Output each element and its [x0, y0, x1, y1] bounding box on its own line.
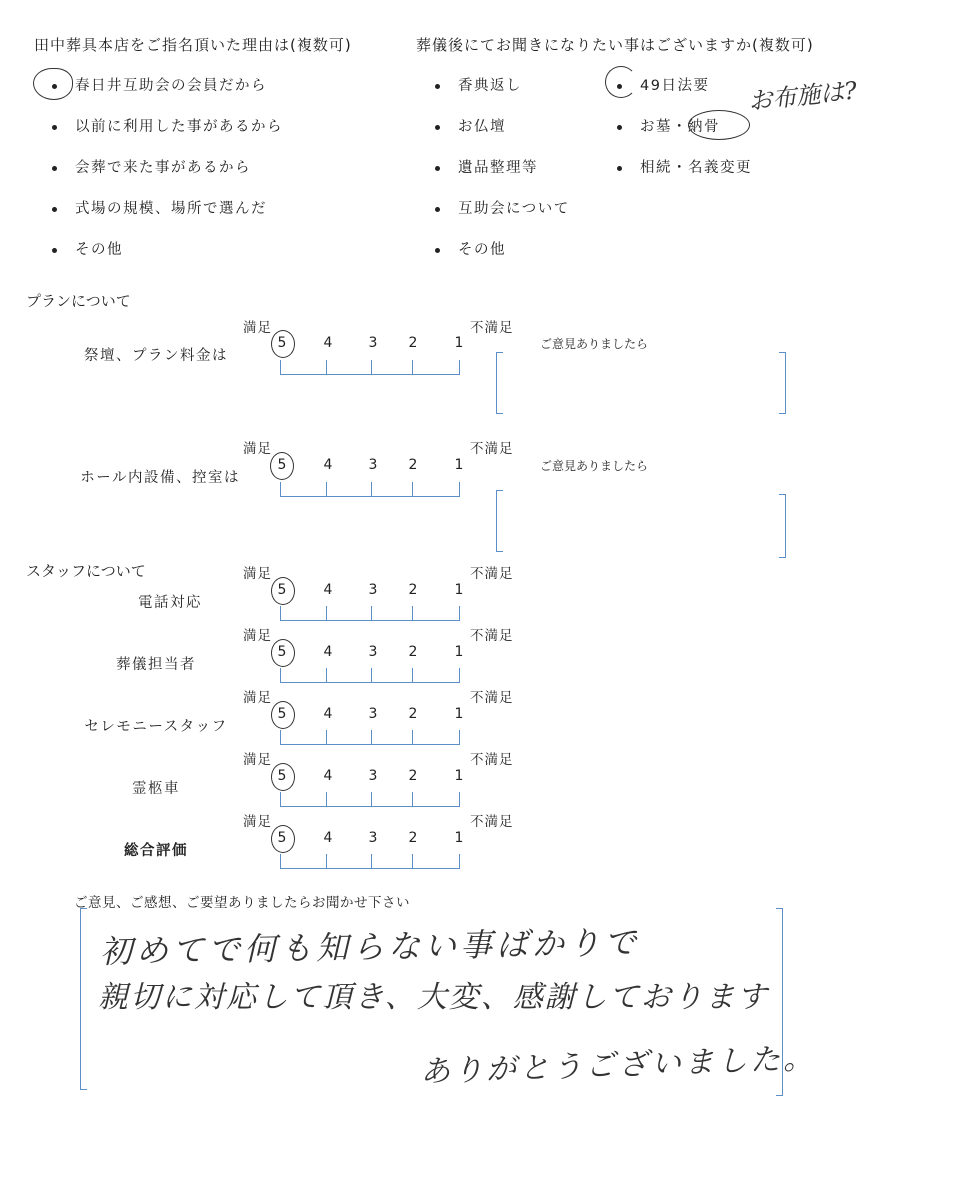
- scale-tick: [371, 854, 372, 868]
- comment-hint: ご意見ありましたら: [540, 459, 649, 473]
- scale-tick: [371, 730, 372, 744]
- bullet-icon: [435, 125, 440, 130]
- q1-option[interactable]: 以前に利用した事があるから: [52, 115, 283, 136]
- staff-item-label: 葬儀担当者: [116, 657, 196, 673]
- q2-option[interactable]: 相続・名義変更: [617, 156, 752, 177]
- scale-number[interactable]: 2: [408, 830, 418, 846]
- rating-circle: [271, 330, 295, 358]
- scale-line: [280, 868, 460, 869]
- scale-number[interactable]: 1: [454, 457, 464, 473]
- scale-number[interactable]: 3: [368, 768, 378, 784]
- selection-circle: [605, 66, 637, 98]
- scale-tick: [280, 606, 281, 620]
- scale-tick: [412, 360, 413, 374]
- rating-circle: [271, 639, 295, 667]
- scale-number[interactable]: 3: [368, 582, 378, 598]
- staff-item-label: セレモニースタッフ: [84, 719, 228, 735]
- scale-tick: [412, 482, 413, 496]
- scale-tick: [412, 606, 413, 620]
- scale-tick: [326, 668, 327, 682]
- plan-heading: プランについて: [26, 292, 131, 310]
- comment-hint: ご意見ありましたら: [540, 337, 649, 351]
- scale-number[interactable]: 4: [323, 582, 333, 598]
- scale-number[interactable]: 5: [277, 457, 287, 473]
- scale-number[interactable]: 4: [323, 335, 333, 351]
- scale-tick: [280, 792, 281, 806]
- q2-option[interactable]: 香典返し: [435, 74, 522, 95]
- scale-number[interactable]: 5: [277, 706, 287, 722]
- scale-line: [280, 682, 460, 683]
- scale-tick: [412, 730, 413, 744]
- scale-tick: [326, 730, 327, 744]
- rating-circle: [271, 577, 295, 605]
- satisfied-label: 満足: [243, 320, 272, 336]
- scale-number[interactable]: 3: [368, 706, 378, 722]
- scale-line: [280, 806, 460, 807]
- scale-tick: [412, 854, 413, 868]
- scale-tick: [371, 360, 372, 374]
- unsatisfied-label: 不満足: [470, 690, 514, 706]
- scale-tick: [459, 792, 460, 806]
- scale-number[interactable]: 5: [277, 830, 287, 846]
- scale-tick: [371, 606, 372, 620]
- scale-number[interactable]: 4: [323, 768, 333, 784]
- scale-tick: [459, 854, 460, 868]
- scale-number[interactable]: 1: [454, 582, 464, 598]
- scale-number[interactable]: 2: [408, 644, 418, 660]
- feedback-box-left[interactable]: [80, 908, 87, 1090]
- bullet-icon: [52, 166, 57, 171]
- scale-tick: [412, 668, 413, 682]
- scale-tick: [326, 792, 327, 806]
- scale-number[interactable]: 3: [368, 457, 378, 473]
- handwritten-note: お布施は?: [747, 76, 859, 116]
- scale-number[interactable]: 2: [408, 457, 418, 473]
- q2-option[interactable]: 互助会について: [435, 197, 570, 218]
- q1-option[interactable]: 会葬で来た事があるから: [52, 156, 251, 177]
- unsatisfied-label: 不満足: [470, 320, 514, 336]
- q2-option[interactable]: その他: [435, 238, 506, 259]
- scale-tick: [459, 668, 460, 682]
- scale-number[interactable]: 1: [454, 706, 464, 722]
- satisfied-label: 満足: [243, 566, 272, 582]
- bullet-icon: [52, 248, 57, 253]
- staff-item-label: 霊柩車: [132, 781, 180, 797]
- scale-number[interactable]: 5: [277, 768, 287, 784]
- scale-tick: [371, 482, 372, 496]
- bullet-icon: [435, 207, 440, 212]
- scale-number[interactable]: 2: [408, 335, 418, 351]
- q1-option[interactable]: その他: [52, 238, 123, 259]
- scale-number[interactable]: 2: [408, 706, 418, 722]
- satisfied-label: 満足: [243, 628, 272, 644]
- scale-tick: [326, 360, 327, 374]
- overall-rating-label: 総合評価: [124, 843, 188, 859]
- comment-box-left[interactable]: [496, 352, 503, 414]
- feedback-prompt: ご意見、ご感想、ご要望ありましたらお聞かせ下さい: [74, 895, 410, 911]
- q2-option[interactable]: お墓・納骨: [617, 115, 720, 136]
- scale-number[interactable]: 1: [454, 768, 464, 784]
- scale-number[interactable]: 3: [368, 644, 378, 660]
- bullet-icon: [617, 166, 622, 171]
- staff-heading: スタッフについて: [26, 562, 146, 580]
- satisfied-label: 満足: [243, 752, 272, 768]
- scale-number[interactable]: 3: [368, 335, 378, 351]
- scale-tick: [459, 606, 460, 620]
- scale-number[interactable]: 5: [277, 335, 287, 351]
- selection-circle: [688, 110, 750, 140]
- scale-number[interactable]: 1: [454, 644, 464, 660]
- bullet-icon: [617, 125, 622, 130]
- unsatisfied-label: 不満足: [470, 628, 514, 644]
- q2-option[interactable]: 遺品整理等: [435, 156, 538, 177]
- feedback-line: 親切に対応して頂き、大変、感謝しております: [98, 980, 769, 1015]
- unsatisfied-label: 不満足: [470, 752, 514, 768]
- rating-circle: [271, 701, 295, 729]
- scale-number[interactable]: 2: [408, 768, 418, 784]
- bullet-icon: [435, 248, 440, 253]
- scale-tick: [280, 360, 281, 374]
- bullet-icon: [52, 125, 57, 130]
- unsatisfied-label: 不満足: [470, 814, 514, 830]
- selection-circle: [33, 68, 73, 100]
- scale-number[interactable]: 1: [454, 335, 464, 351]
- q1-title: 田中葬具本店をご指名頂いた理由は(複数可): [34, 36, 352, 54]
- scale-line: [280, 374, 460, 375]
- scale-tick: [459, 482, 460, 496]
- rating-circle: [270, 452, 294, 480]
- feedback-line: ありがとうございました。: [419, 1041, 817, 1090]
- q1-option[interactable]: 春日井互助会の会員だから: [52, 74, 267, 95]
- scale-tick: [459, 730, 460, 744]
- comment-box-right[interactable]: [779, 494, 786, 558]
- scale-number[interactable]: 4: [323, 830, 333, 846]
- bullet-icon: [52, 207, 57, 212]
- satisfied-label: 満足: [243, 441, 272, 457]
- unsatisfied-label: 不満足: [470, 566, 514, 582]
- plan-item-label: 祭壇、プラン料金は: [84, 348, 228, 364]
- scale-number[interactable]: 5: [277, 644, 287, 660]
- comment-box-right[interactable]: [779, 352, 786, 414]
- scale-number[interactable]: 3: [368, 830, 378, 846]
- q1-option[interactable]: 式場の規模、場所で選んだ: [52, 197, 267, 218]
- scale-number[interactable]: 2: [408, 582, 418, 598]
- q2-option[interactable]: 49日法要: [617, 74, 709, 95]
- rating-circle: [271, 825, 295, 853]
- staff-item-label: 電話対応: [138, 595, 202, 611]
- scale-line: [280, 620, 460, 621]
- scale-tick: [371, 668, 372, 682]
- unsatisfied-label: 不満足: [470, 441, 514, 457]
- scale-tick: [280, 668, 281, 682]
- scale-line: [280, 744, 460, 745]
- scale-tick: [371, 792, 372, 806]
- scale-tick: [326, 482, 327, 496]
- scale-number[interactable]: 1: [454, 830, 464, 846]
- bullet-icon: [435, 166, 440, 171]
- scale-tick: [412, 792, 413, 806]
- scale-tick: [280, 482, 281, 496]
- scale-number[interactable]: 4: [323, 644, 333, 660]
- scale-tick: [326, 854, 327, 868]
- scale-line: [280, 496, 460, 497]
- plan-item-label: ホール内設備、控室は: [80, 470, 240, 486]
- scale-number[interactable]: 4: [323, 457, 333, 473]
- q2-option[interactable]: お仏壇: [435, 115, 506, 136]
- feedback-line: 初めてで何も知らない事ばかりで: [99, 923, 641, 971]
- bullet-icon: [435, 84, 440, 89]
- scale-number[interactable]: 4: [323, 706, 333, 722]
- q2-title: 葬儀後にてお聞きになりたい事はございますか(複数可): [416, 36, 814, 54]
- scale-number[interactable]: 5: [277, 582, 287, 598]
- scale-tick: [280, 730, 281, 744]
- comment-box-left[interactable]: [496, 490, 503, 552]
- satisfied-label: 満足: [243, 690, 272, 706]
- scale-tick: [326, 606, 327, 620]
- scale-tick: [280, 854, 281, 868]
- satisfied-label: 満足: [243, 814, 272, 830]
- rating-circle: [271, 763, 295, 791]
- scale-tick: [459, 360, 460, 374]
